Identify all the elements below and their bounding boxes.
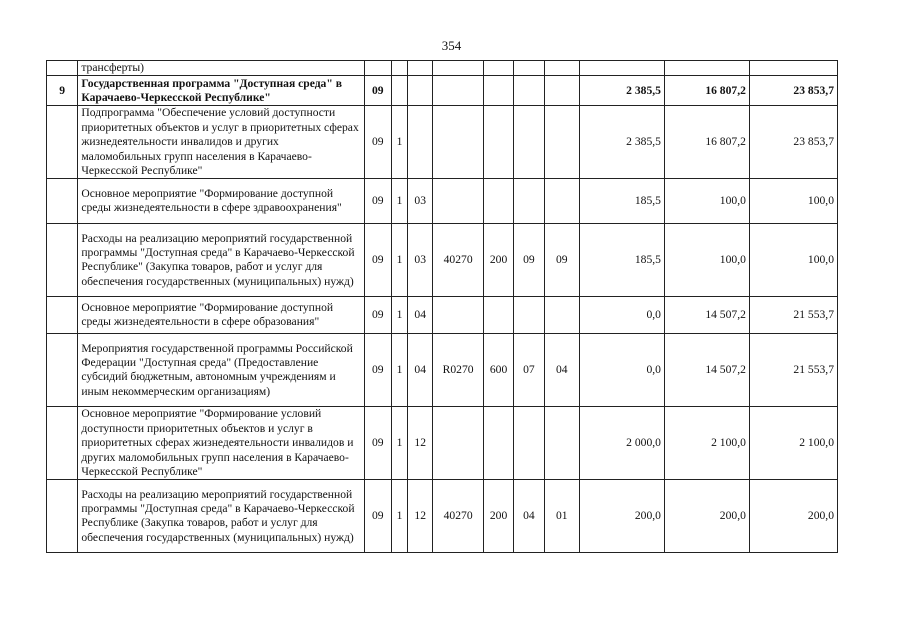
program-code: 09 <box>364 407 391 480</box>
subsection-code: 09 <box>544 224 579 297</box>
expense-direction-code <box>433 179 484 224</box>
amount-year-1: 0,0 <box>579 297 664 334</box>
section-code <box>514 76 544 106</box>
expense-direction-code <box>433 407 484 480</box>
table-row <box>47 334 838 407</box>
subsection-code: 01 <box>544 480 579 553</box>
expense-type-code <box>483 106 513 179</box>
amount-year-2: 16 807,2 <box>664 76 749 106</box>
expense-type-code <box>483 76 513 106</box>
page-number: 354 <box>441 38 462 53</box>
amount-year-1: 2 385,5 <box>579 106 664 179</box>
section-code <box>514 297 544 334</box>
subsection-code <box>544 179 579 224</box>
row-number <box>47 179 78 224</box>
expense-direction-code: 40270 <box>433 480 484 553</box>
subprogram-code <box>391 61 407 76</box>
amount-year-1: 185,5 <box>579 224 664 297</box>
amount-year-2: 14 507,2 <box>664 334 749 407</box>
subprogram-code: 1 <box>391 224 407 297</box>
program-code: 09 <box>364 224 391 297</box>
program-code: 09 <box>364 480 391 553</box>
amount-year-3: 200,0 <box>749 480 837 553</box>
event-code: 12 <box>408 407 433 480</box>
row-name: Расходы на реализацию мероприятий государственной программы "Доступная среда" в Карачаево-Черкесской Республике" (Закупка товаров, работ и услуг для обеспечения государственных (муниципальных) нужд) <box>78 224 364 297</box>
program-code <box>364 61 391 76</box>
amount-year-3: 23 853,7 <box>749 76 837 106</box>
subprogram-code <box>391 76 407 106</box>
subsection-code <box>544 76 579 106</box>
expense-type-code <box>483 179 513 224</box>
program-code: 09 <box>364 179 391 224</box>
amount-year-3: 23 853,7 <box>749 106 837 179</box>
section-code: 09 <box>514 224 544 297</box>
table-row <box>47 407 838 480</box>
event-code: 12 <box>408 480 433 553</box>
subsection-code <box>544 297 579 334</box>
amount-year-2: 16 807,2 <box>664 106 749 179</box>
amount-year-3: 100,0 <box>749 179 837 224</box>
subprogram-code: 1 <box>391 297 407 334</box>
expense-direction-code <box>433 106 484 179</box>
expense-type-code <box>483 407 513 480</box>
amount-year-3: 21 553,7 <box>749 297 837 334</box>
expense-type-code <box>483 61 513 76</box>
row-name: Основное мероприятие "Формирование условий доступности приоритетных объектов и услуг в приоритетных сферах жизнедеятельности инвалидов и других маломобильных групп населения в Карачаево-Черкесской Республике" <box>78 407 364 480</box>
subsection-code: 04 <box>544 334 579 407</box>
amount-year-1: 0,0 <box>579 334 664 407</box>
event-code <box>408 106 433 179</box>
amount-year-1: 185,5 <box>579 179 664 224</box>
amount-year-2 <box>664 61 749 76</box>
expense-type-code <box>483 297 513 334</box>
expense-direction-code: 40270 <box>433 224 484 297</box>
expense-direction-code <box>433 61 484 76</box>
amount-year-3 <box>749 61 837 76</box>
expense-type-code: 600 <box>483 334 513 407</box>
expense-type-code: 200 <box>483 480 513 553</box>
subsection-code <box>544 61 579 76</box>
program-code: 09 <box>364 334 391 407</box>
expense-type-code: 200 <box>483 224 513 297</box>
row-name: трансферты) <box>78 61 364 76</box>
row-number <box>47 297 78 334</box>
section-code: 07 <box>514 334 544 407</box>
section-code: 04 <box>514 480 544 553</box>
event-code: 04 <box>408 297 433 334</box>
row-name: Мероприятия государственной программы Российской Федерации "Доступная среда" (Предоставление субсидий бюджетным, автономным учреждениям и иным некоммерческим организациям) <box>78 334 364 407</box>
event-code: 04 <box>408 334 433 407</box>
expense-direction-code <box>433 76 484 106</box>
program-code: 09 <box>364 297 391 334</box>
table-row <box>47 76 838 106</box>
row-name: Основное мероприятие "Формирование доступной среды жизнедеятельности в сфере здравоохранения" <box>78 179 364 224</box>
subprogram-code: 1 <box>391 179 407 224</box>
row-number <box>47 106 78 179</box>
amount-year-1: 2 385,5 <box>579 76 664 106</box>
amount-year-2: 2 100,0 <box>664 407 749 480</box>
event-code <box>408 76 433 106</box>
budget-table <box>46 60 838 553</box>
program-code: 09 <box>364 106 391 179</box>
amount-year-2: 100,0 <box>664 224 749 297</box>
table-row <box>47 179 838 224</box>
event-code: 03 <box>408 224 433 297</box>
row-number <box>47 407 78 480</box>
row-name: Расходы на реализацию мероприятий государственной программы "Доступная среда" в Карачаево-Черкесской Республике (Закупка товаров, работ и услуг для обеспечения государственных (муниципальных) нужд) <box>78 480 364 553</box>
event-code: 03 <box>408 179 433 224</box>
expense-direction-code: R0270 <box>433 334 484 407</box>
row-number <box>47 334 78 407</box>
section-code <box>514 179 544 224</box>
amount-year-1: 200,0 <box>579 480 664 553</box>
subsection-code <box>544 407 579 480</box>
amount-year-2: 100,0 <box>664 179 749 224</box>
amount-year-1: 2 000,0 <box>579 407 664 480</box>
amount-year-3: 21 553,7 <box>749 334 837 407</box>
section-code <box>514 106 544 179</box>
table-row <box>47 61 838 76</box>
table-row <box>47 297 838 334</box>
section-code <box>514 407 544 480</box>
row-name: Подпрограмма "Обеспечение условий доступности приоритетных объектов и услуг в приоритетных сферах жизнедеятельности инвалидов и других маломобильных групп населения в Карачаево-Черкесской Республике" <box>78 106 364 179</box>
row-number <box>47 480 78 553</box>
table-row <box>47 224 838 297</box>
amount-year-2: 14 507,2 <box>664 297 749 334</box>
subprogram-code: 1 <box>391 407 407 480</box>
row-name: Государственная программа "Доступная среда" в Карачаево-Черкесской Республике" <box>78 76 364 106</box>
row-name: Основное мероприятие "Формирование доступной среды жизнедеятельности в сфере образования" <box>78 297 364 334</box>
amount-year-2: 200,0 <box>664 480 749 553</box>
event-code <box>408 61 433 76</box>
table-body <box>47 61 838 553</box>
subprogram-code: 1 <box>391 480 407 553</box>
subprogram-code: 1 <box>391 334 407 407</box>
table-row <box>47 480 838 553</box>
table-row <box>47 106 838 179</box>
section-code <box>514 61 544 76</box>
subprogram-code: 1 <box>391 106 407 179</box>
row-number: 9 <box>47 76 78 106</box>
amount-year-1 <box>579 61 664 76</box>
amount-year-3: 2 100,0 <box>749 407 837 480</box>
expense-direction-code <box>433 297 484 334</box>
subsection-code <box>544 106 579 179</box>
program-code: 09 <box>364 76 391 106</box>
amount-year-3: 100,0 <box>749 224 837 297</box>
row-number <box>47 61 78 76</box>
row-number <box>47 224 78 297</box>
